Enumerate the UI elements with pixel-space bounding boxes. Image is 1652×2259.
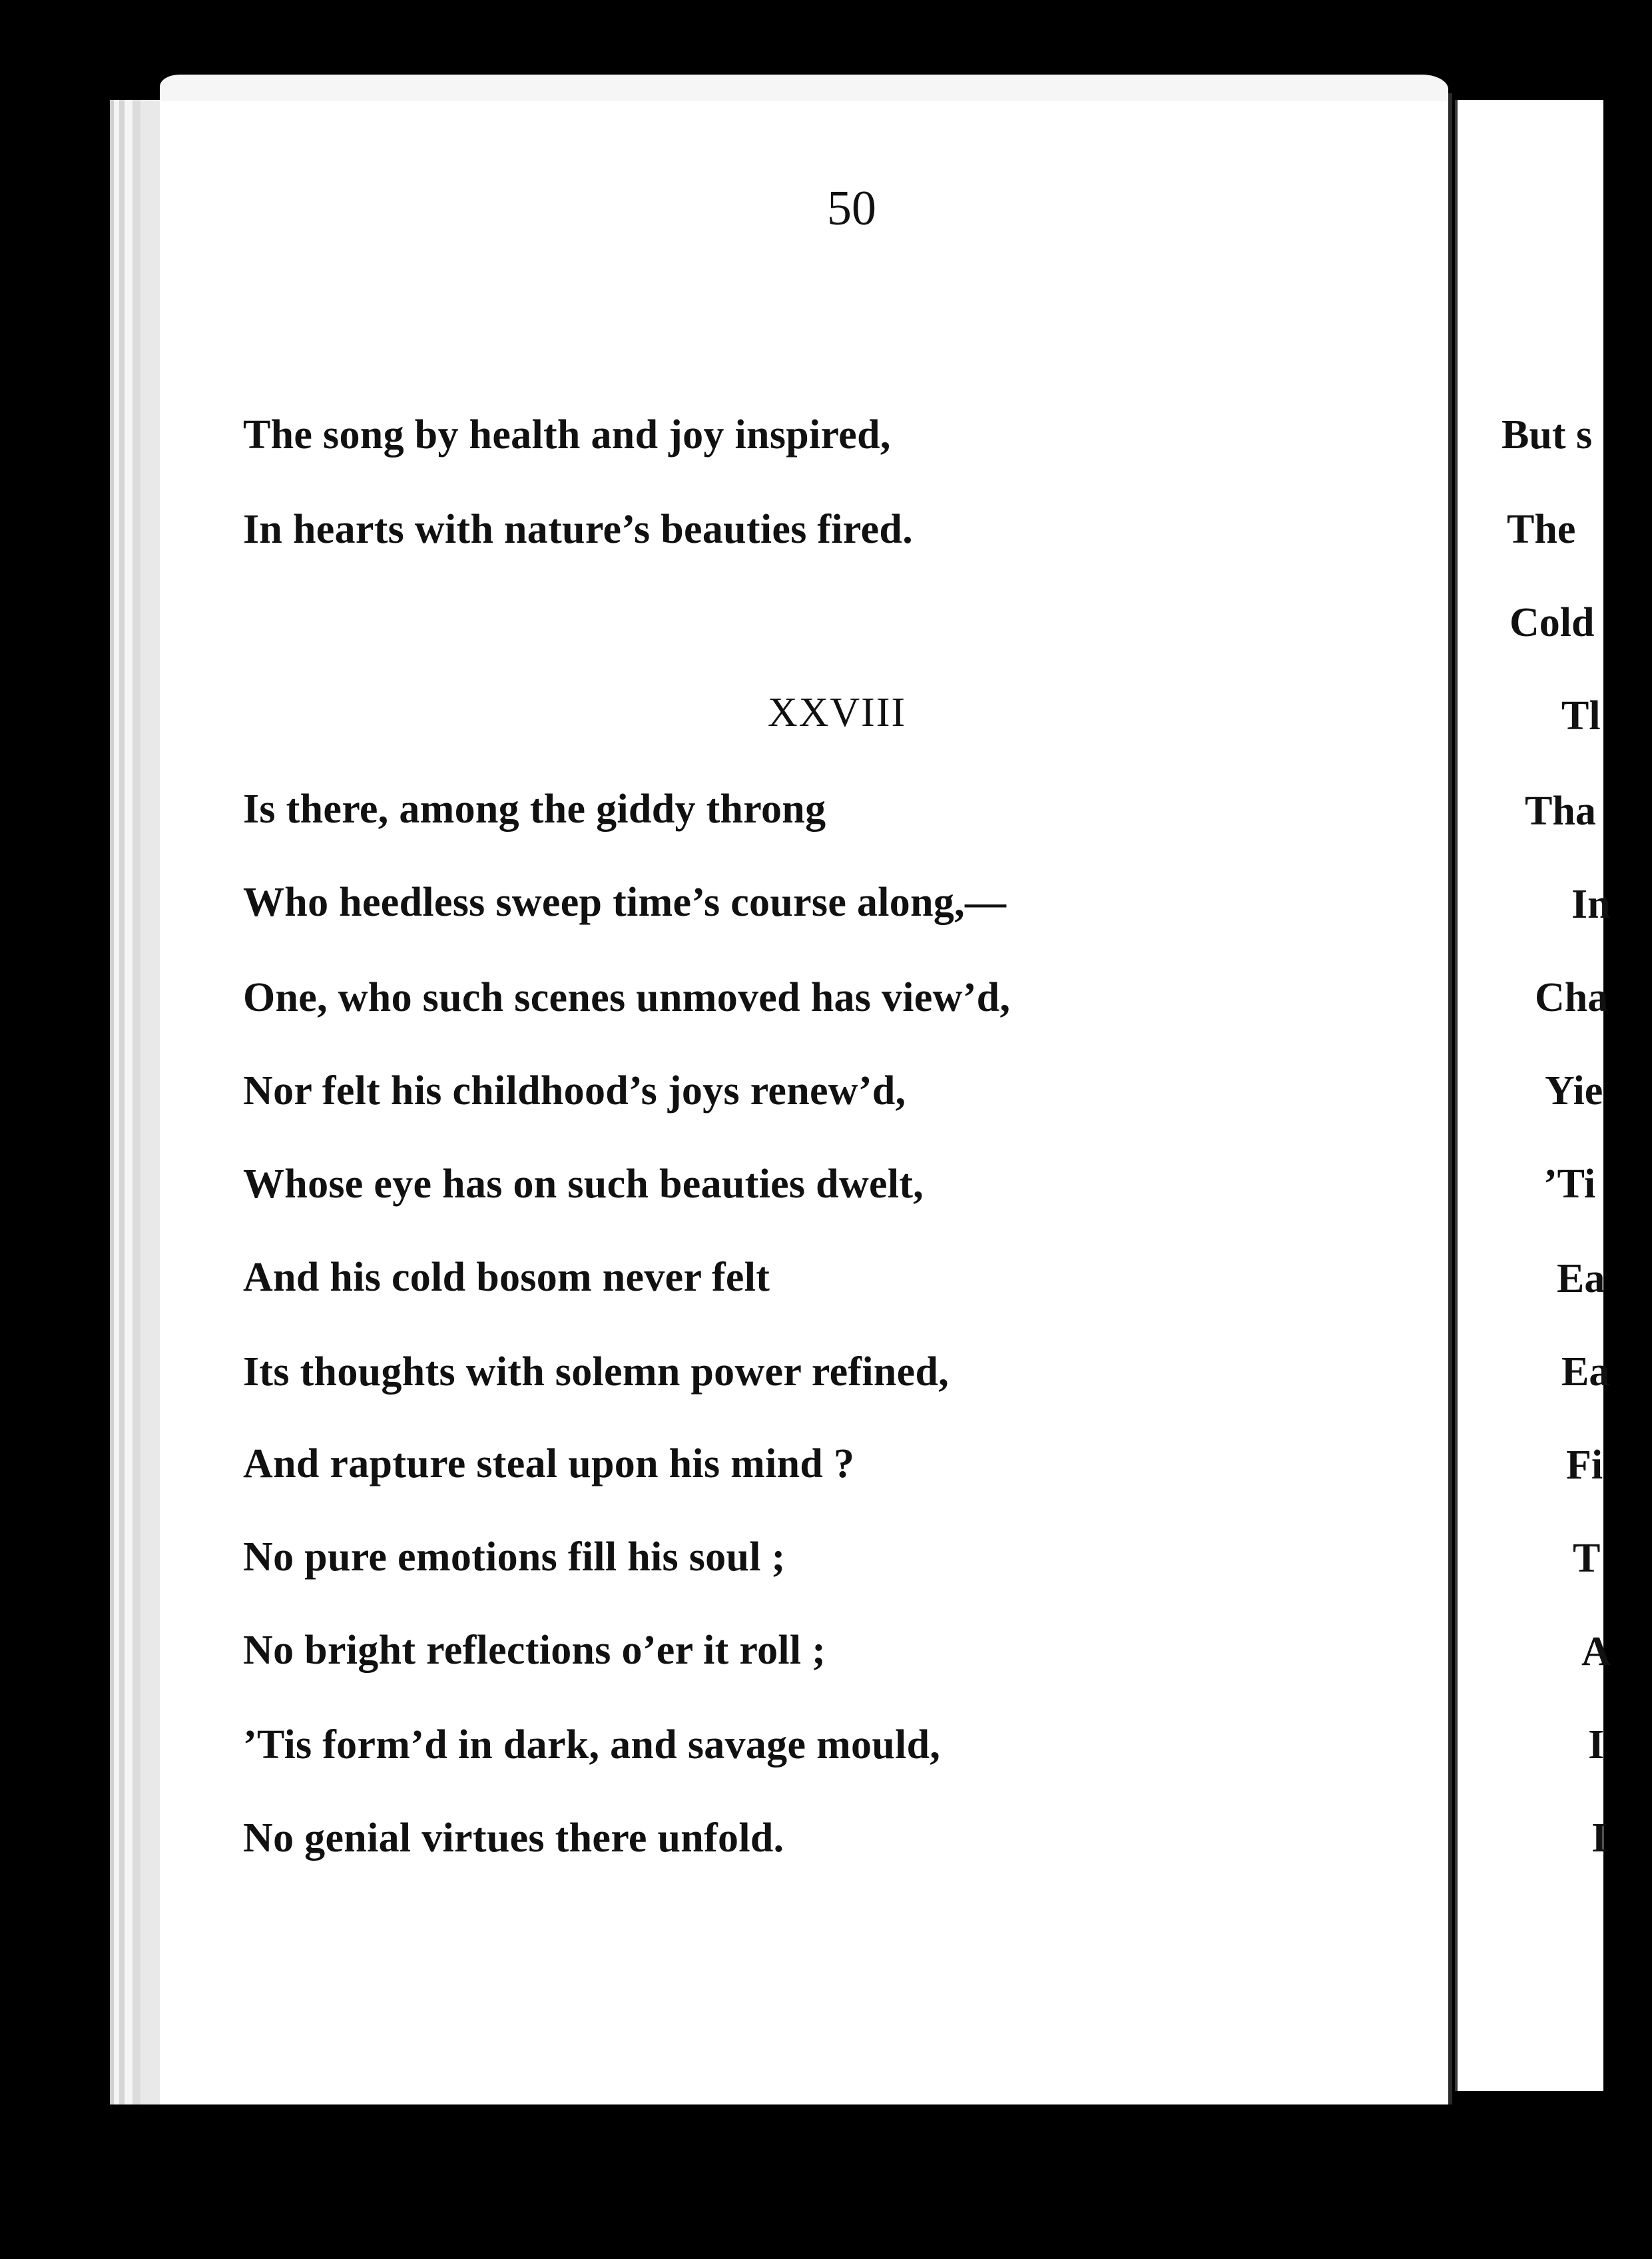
page-stack-edge — [110, 100, 165, 2104]
stanza-heading: XXVIII — [767, 690, 907, 735]
verse-line: Who heedless sweep time’s course along,— — [243, 880, 1007, 925]
facing-line: T — [1573, 1536, 1601, 1581]
facing-line: ’Ti — [1543, 1161, 1596, 1207]
verse-line: No pure emotions fill his soul ; — [243, 1534, 786, 1580]
verse-line: Whose eye has on such beauties dwelt, — [243, 1161, 924, 1207]
facing-line: The — [1507, 507, 1576, 552]
verse-line: No bright reflections o’er it roll ; — [243, 1628, 826, 1673]
verse-line: One, who such scenes unmoved has view’d, — [243, 975, 1011, 1020]
facing-line: Tl — [1561, 693, 1601, 739]
verse-line: In hearts with nature’s beauties fired. — [243, 507, 914, 552]
facing-line: In — [1571, 882, 1611, 927]
facing-line: Ea — [1561, 1349, 1610, 1395]
facing-line: But s — [1502, 412, 1593, 458]
facing-line: Yie — [1545, 1068, 1603, 1114]
facing-line: Fi — [1566, 1443, 1603, 1488]
verse-line: And rapture steal upon his mind ? — [243, 1441, 855, 1486]
verse-line: Its thoughts with solemn power refined, — [243, 1349, 950, 1395]
facing-line: Tha — [1525, 789, 1596, 834]
verse-line: Nor felt his childhood’s joys renew’d, — [243, 1068, 906, 1114]
facing-line: Ea — [1557, 1256, 1605, 1301]
verse-line: Is there, among the giddy throng — [243, 787, 826, 832]
verse-line: And his cold bosom never felt — [243, 1255, 770, 1300]
facing-line: A — [1581, 1629, 1611, 1674]
facing-line: Cha — [1535, 975, 1609, 1020]
verse-line: No genial virtues there unfold. — [243, 1815, 784, 1861]
page-number: 50 — [827, 181, 876, 236]
verse-line: ’Tis form’d in dark, and savage mould, — [243, 1722, 941, 1768]
facing-line: I — [1591, 1815, 1608, 1861]
verse-line: The song by health and joy inspired, — [243, 412, 891, 458]
facing-line: Cold — [1510, 600, 1595, 645]
facing-line: I — [1588, 1722, 1605, 1768]
